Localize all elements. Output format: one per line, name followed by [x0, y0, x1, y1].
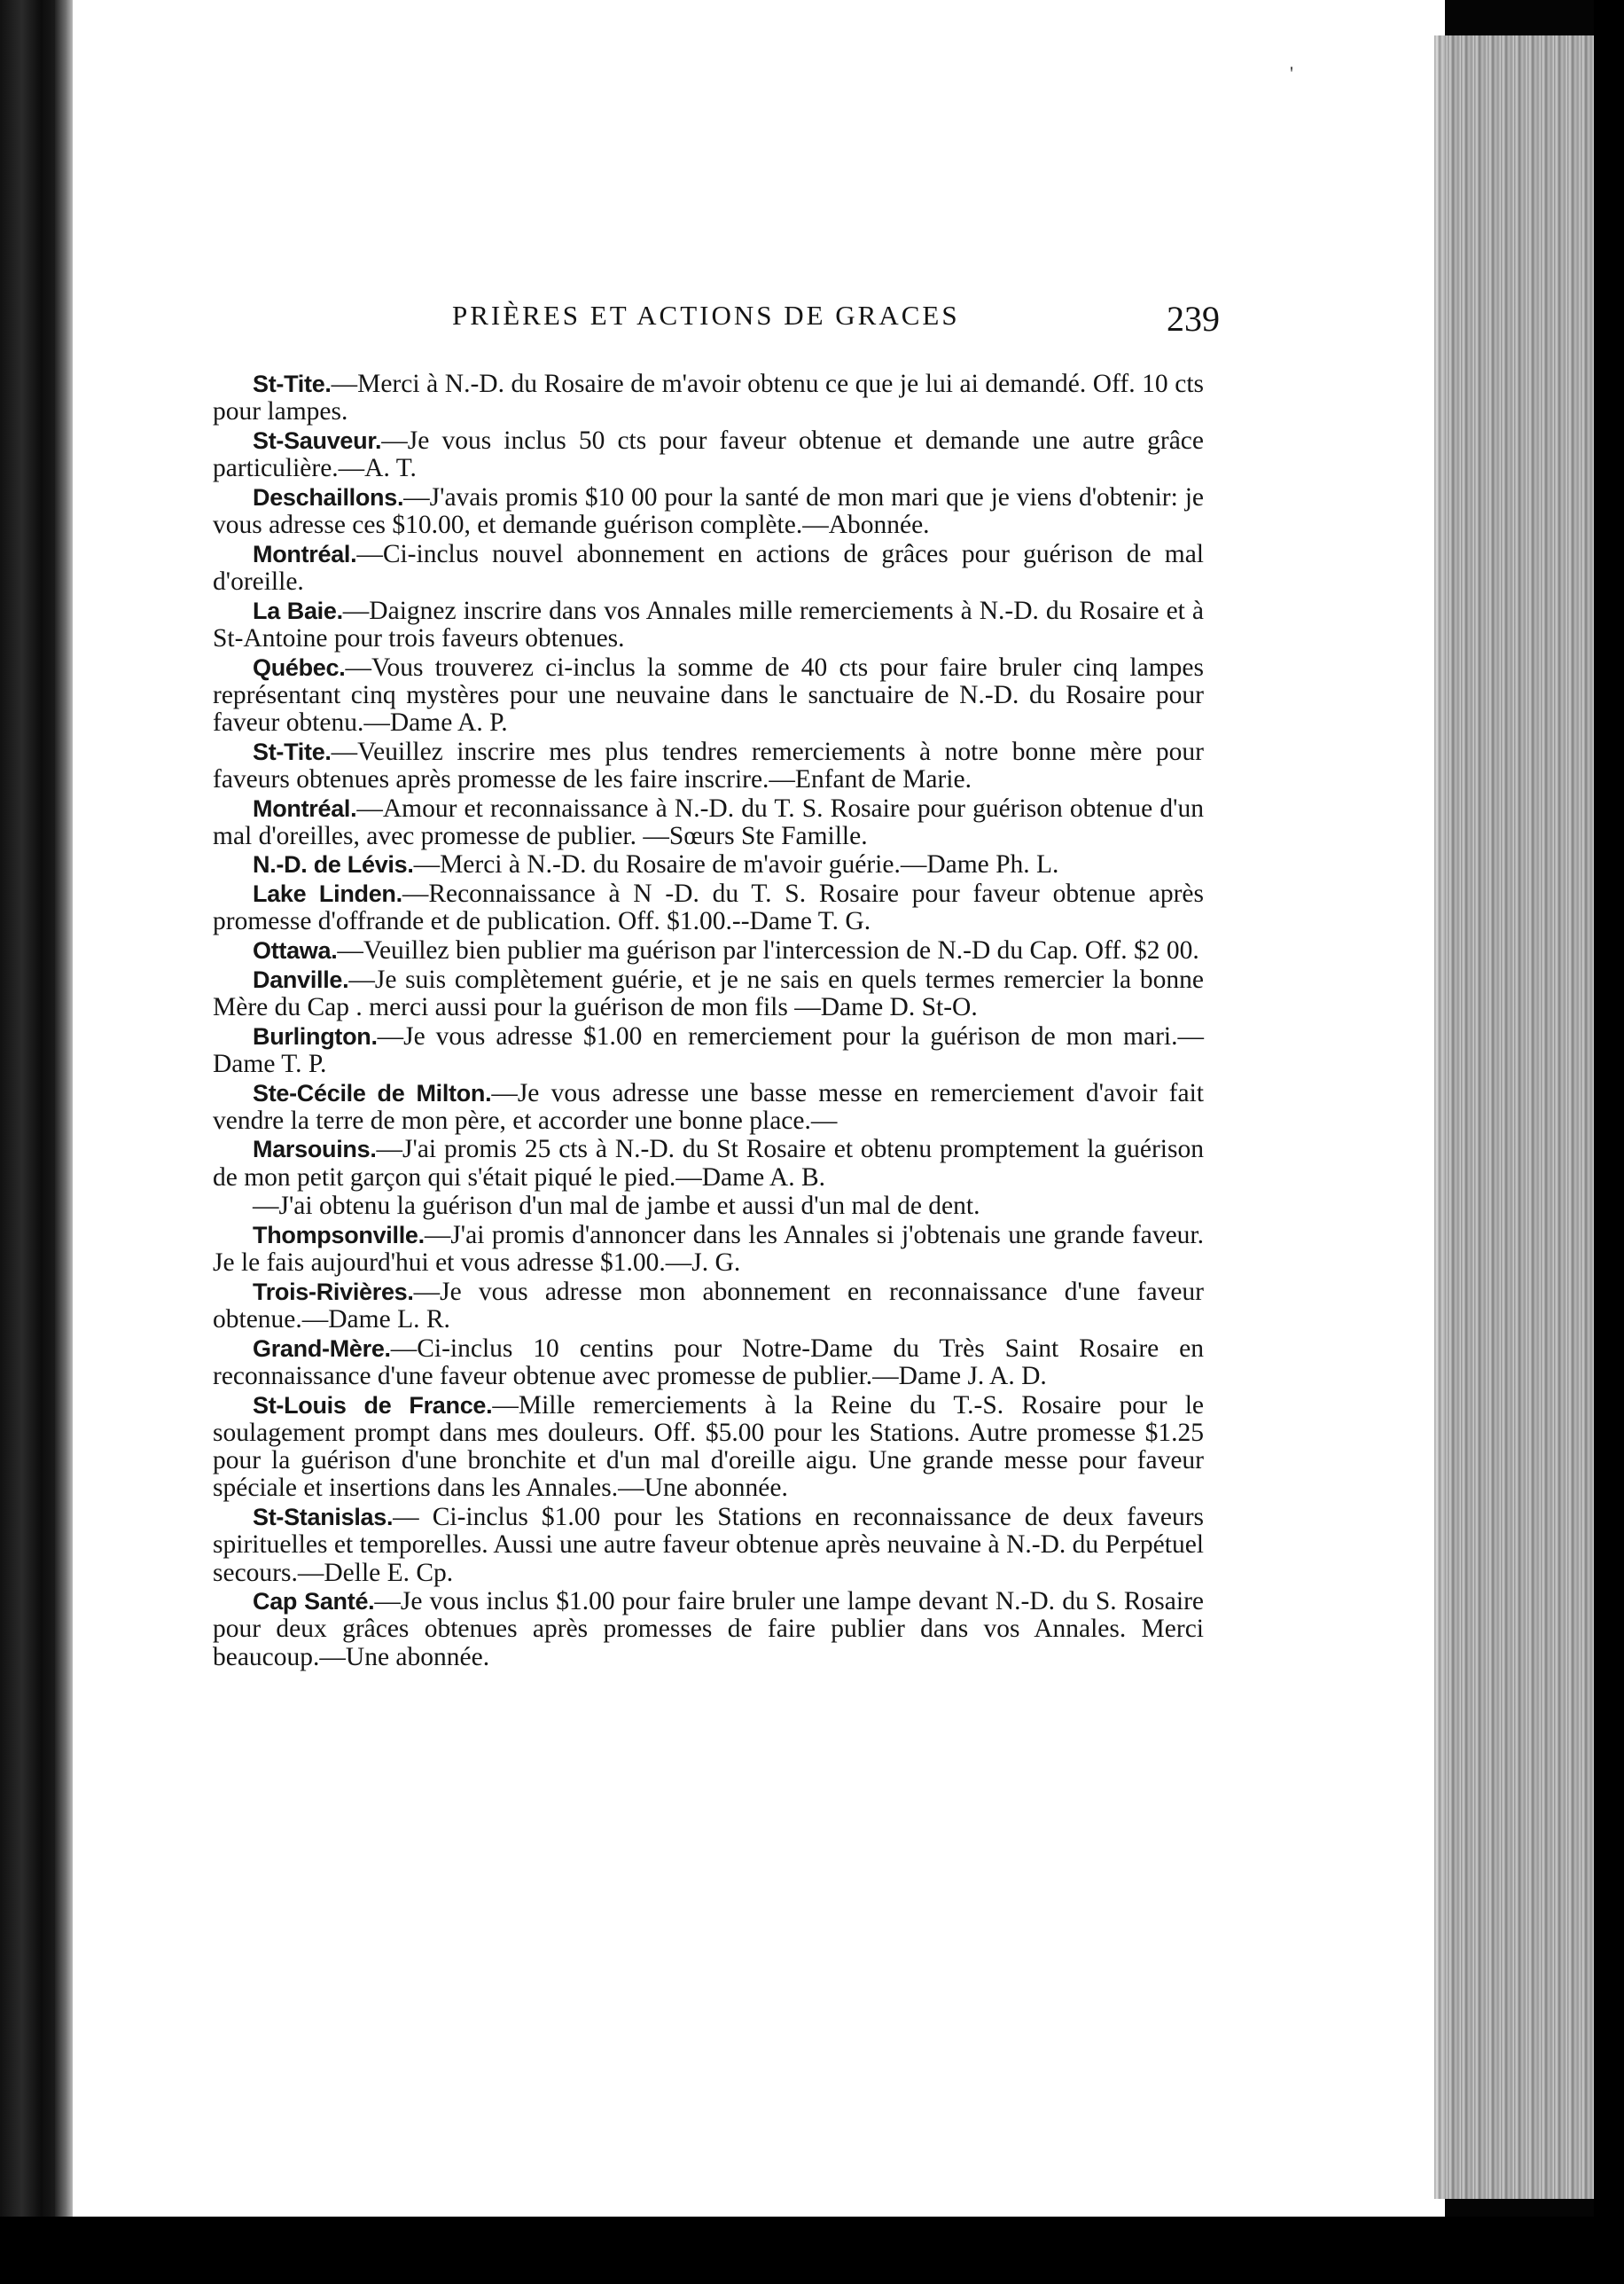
entry [213, 484, 1204, 539]
entry-place: Ottawa. [253, 937, 338, 965]
entry-place: Montréal. [253, 540, 357, 567]
entry-place: Ste-Cécile de Milton. [253, 1079, 492, 1107]
entry-place: N.-D. de Lévis. [253, 851, 414, 879]
entry [213, 654, 1204, 738]
entry-text: —Ci-inclus nouvel abonnement en actions de grâces pour guérison de mal d'oreille. [213, 539, 1204, 596]
entry-place: Cap Santé. [253, 1588, 375, 1615]
entry-text: —Je suis complètement guérie, et je ne sais en quels termes remercier la bonne Mère du Cap . merci aussi pour la guérison de mon fils —Dame D. St-O. [213, 965, 1204, 1021]
entry [213, 795, 1204, 850]
entry [213, 739, 1204, 794]
entry [213, 851, 1204, 879]
entry-text: —Merci à N.-D. du Rosaire de m'avoir obtenu ce que je lui ai demandé. Off. 10 cts pour lampes. [213, 370, 1204, 426]
entry [213, 1588, 1204, 1671]
entry-place: St-Louis de France. [253, 1391, 493, 1419]
entry [213, 1080, 1204, 1135]
entry-place: Québec. [253, 653, 346, 681]
entry [213, 966, 1204, 1021]
ink-speck: ' [1290, 62, 1293, 84]
entry-text: —Vous trouverez ci-inclus la somme de 40 cts pour faire bruler cinq lampes représentant cinq mystères pour une neuvaine dans le sanctuaire de N.-D. du Rosaire pour faveur obtenu.—Dame A. P. [213, 653, 1204, 737]
entry-place: Burlington. [253, 1022, 378, 1050]
entry-text: —Je vous inclus 50 cts pour faveur obtenue et demande une autre grâce particulière.—A. T. [213, 426, 1204, 483]
entry-text: —J'ai obtenu la guérison d'un mal de jambe et aussi d'un mal de dent. [253, 1192, 980, 1221]
left-book-spine [0, 0, 55, 2284]
entry-place: Montréal. [253, 794, 357, 822]
right-background [1594, 0, 1624, 2284]
entry-text: —Je vous inclus $1.00 pour faire bruler une lampe devant N.-D. du S. Rosaire pour deux grâces obtenues après promesses de faire publier dans vos Annales. Merci beaucoup.—Une abonnée. [213, 1587, 1204, 1671]
entry-place: Lake Linden. [253, 880, 402, 908]
entry-place: St-Stanislas. [253, 1504, 394, 1531]
page-edges-stack [1434, 35, 1594, 2199]
entry [213, 598, 1204, 653]
entry-text: —J'avais promis $10 00 pour la santé de mon mari que je viens d'obtenir: je vous adresse ces $10.00, et demande guérison complète.—Abonnée. [213, 482, 1204, 540]
entry-text: —Mille remerciements à la Reine du T.-S. Rosaire pour le soulagement prompt dans mes douleurs. Off. $5.00 pour les Stations. Autre promesse $1.25 pour la guérison d'une bronchite et d'un mal d'oreille aigu. Une grande messe pour faveur spéciale et insertions dans les Annales.—Une abonnée. [213, 1390, 1204, 1503]
entry [213, 1504, 1204, 1587]
entry [213, 1279, 1204, 1334]
entry-place: Danville. [253, 966, 349, 993]
entry-place: Trois-Rivières. [253, 1279, 414, 1305]
entry-place: Thompsonville. [253, 1222, 425, 1249]
bottom-background [0, 2217, 1624, 2284]
entry-text: —Amour et reconnaissance à N.-D. du T. S. Rosaire pour guérison obtenue d'un mal d'oreilles, avec promesse de publier. —Sœurs Ste Famille. [213, 794, 1204, 850]
entry [213, 1335, 1204, 1390]
entry-place: St-Tite. [253, 738, 332, 765]
entry-place: Marsouins. [253, 1136, 377, 1163]
entry [213, 1023, 1204, 1078]
entry-place: Deschaillons. [253, 483, 404, 511]
entry [213, 937, 1204, 965]
entry [213, 1136, 1204, 1191]
entry-text: —Ci-inclus 10 centins pour Notre-Dame du Très Saint Rosaire en reconnaissance d'une faveur obtenue avec promesse de publier.—Dame J. A. D. [213, 1334, 1204, 1391]
left-page-gutter [55, 0, 73, 2284]
entry [213, 1222, 1204, 1277]
entry [213, 880, 1204, 935]
entry [213, 1392, 1204, 1503]
entry-text: —Je vous adresse $1.00 en remerciement pour la guérison de mon mari.—Dame T. P. [213, 1021, 1204, 1078]
page-number: 239 [1167, 299, 1220, 339]
entry [213, 541, 1204, 596]
entry-text: —Je vous adresse mon abonnement en reconnaissance d'une faveur obtenue.—Dame L. R. [213, 1278, 1204, 1334]
entry-text: —J'ai promis 25 cts à N.-D. du St Rosaire et obtenu promptement la guérison de mon petit garçon qui s'était piqué le pied.—Dame A. B. [213, 1135, 1204, 1192]
entry-text: —Je vous adresse une basse messe en remerciement d'avoir fait vendre la terre de mon père, et accorder une bonne place.— [213, 1078, 1204, 1135]
entry-text: —Reconnaissance à N -D. du T. S. Rosaire pour faveur obtenue après promesse d'offrande et de publication. Off. $1.00.--Dame T. G. [213, 880, 1204, 936]
entry [213, 371, 1204, 426]
entry [213, 1193, 1204, 1220]
entry-place: La Baie. [253, 597, 343, 624]
entry-text: — Ci-inclus $1.00 pour les Stations en reconnaissance de deux faveurs spirituelles et temporelles. Aussi une autre faveur obtenue après neuvaine à N.-D. du Perpétuel secours.—Delle E. Cp. [213, 1503, 1204, 1587]
running-head: PRIÈRES ET ACTIONS DE GRACES [452, 300, 960, 331]
entry-place: St-Tite. [253, 371, 332, 397]
entry-text: —Veuillez bien publier ma guérison par l'intercession de N.-D du Cap. Off. $2 00. [337, 936, 1199, 966]
body-text [213, 371, 1204, 1672]
entry [213, 427, 1204, 482]
entry-text: —J'ai promis d'annoncer dans les Annales si j'obtenais une grande faveur. Je le fais aujourd'hui et vous adresse $1.00.—J. G. [213, 1221, 1204, 1278]
entry-place: Grand-Mère. [253, 1334, 391, 1362]
entry-place: St-Sauveur. [253, 426, 382, 454]
entry-text: —Merci à N.-D. du Rosaire de m'avoir guérie.—Dame Ph. L. [413, 850, 1059, 880]
entry-text: —Veuillez inscrire mes plus tendres remerciements à notre bonne mère pour faveurs obtenues après promesse de les faire inscrire.—Enfant de Marie. [213, 737, 1204, 794]
entry-text: —Daignez inscrire dans vos Annales mille remerciements à N.-D. du Rosaire et à St-Antoine pour trois faveurs obtenues. [213, 596, 1204, 653]
